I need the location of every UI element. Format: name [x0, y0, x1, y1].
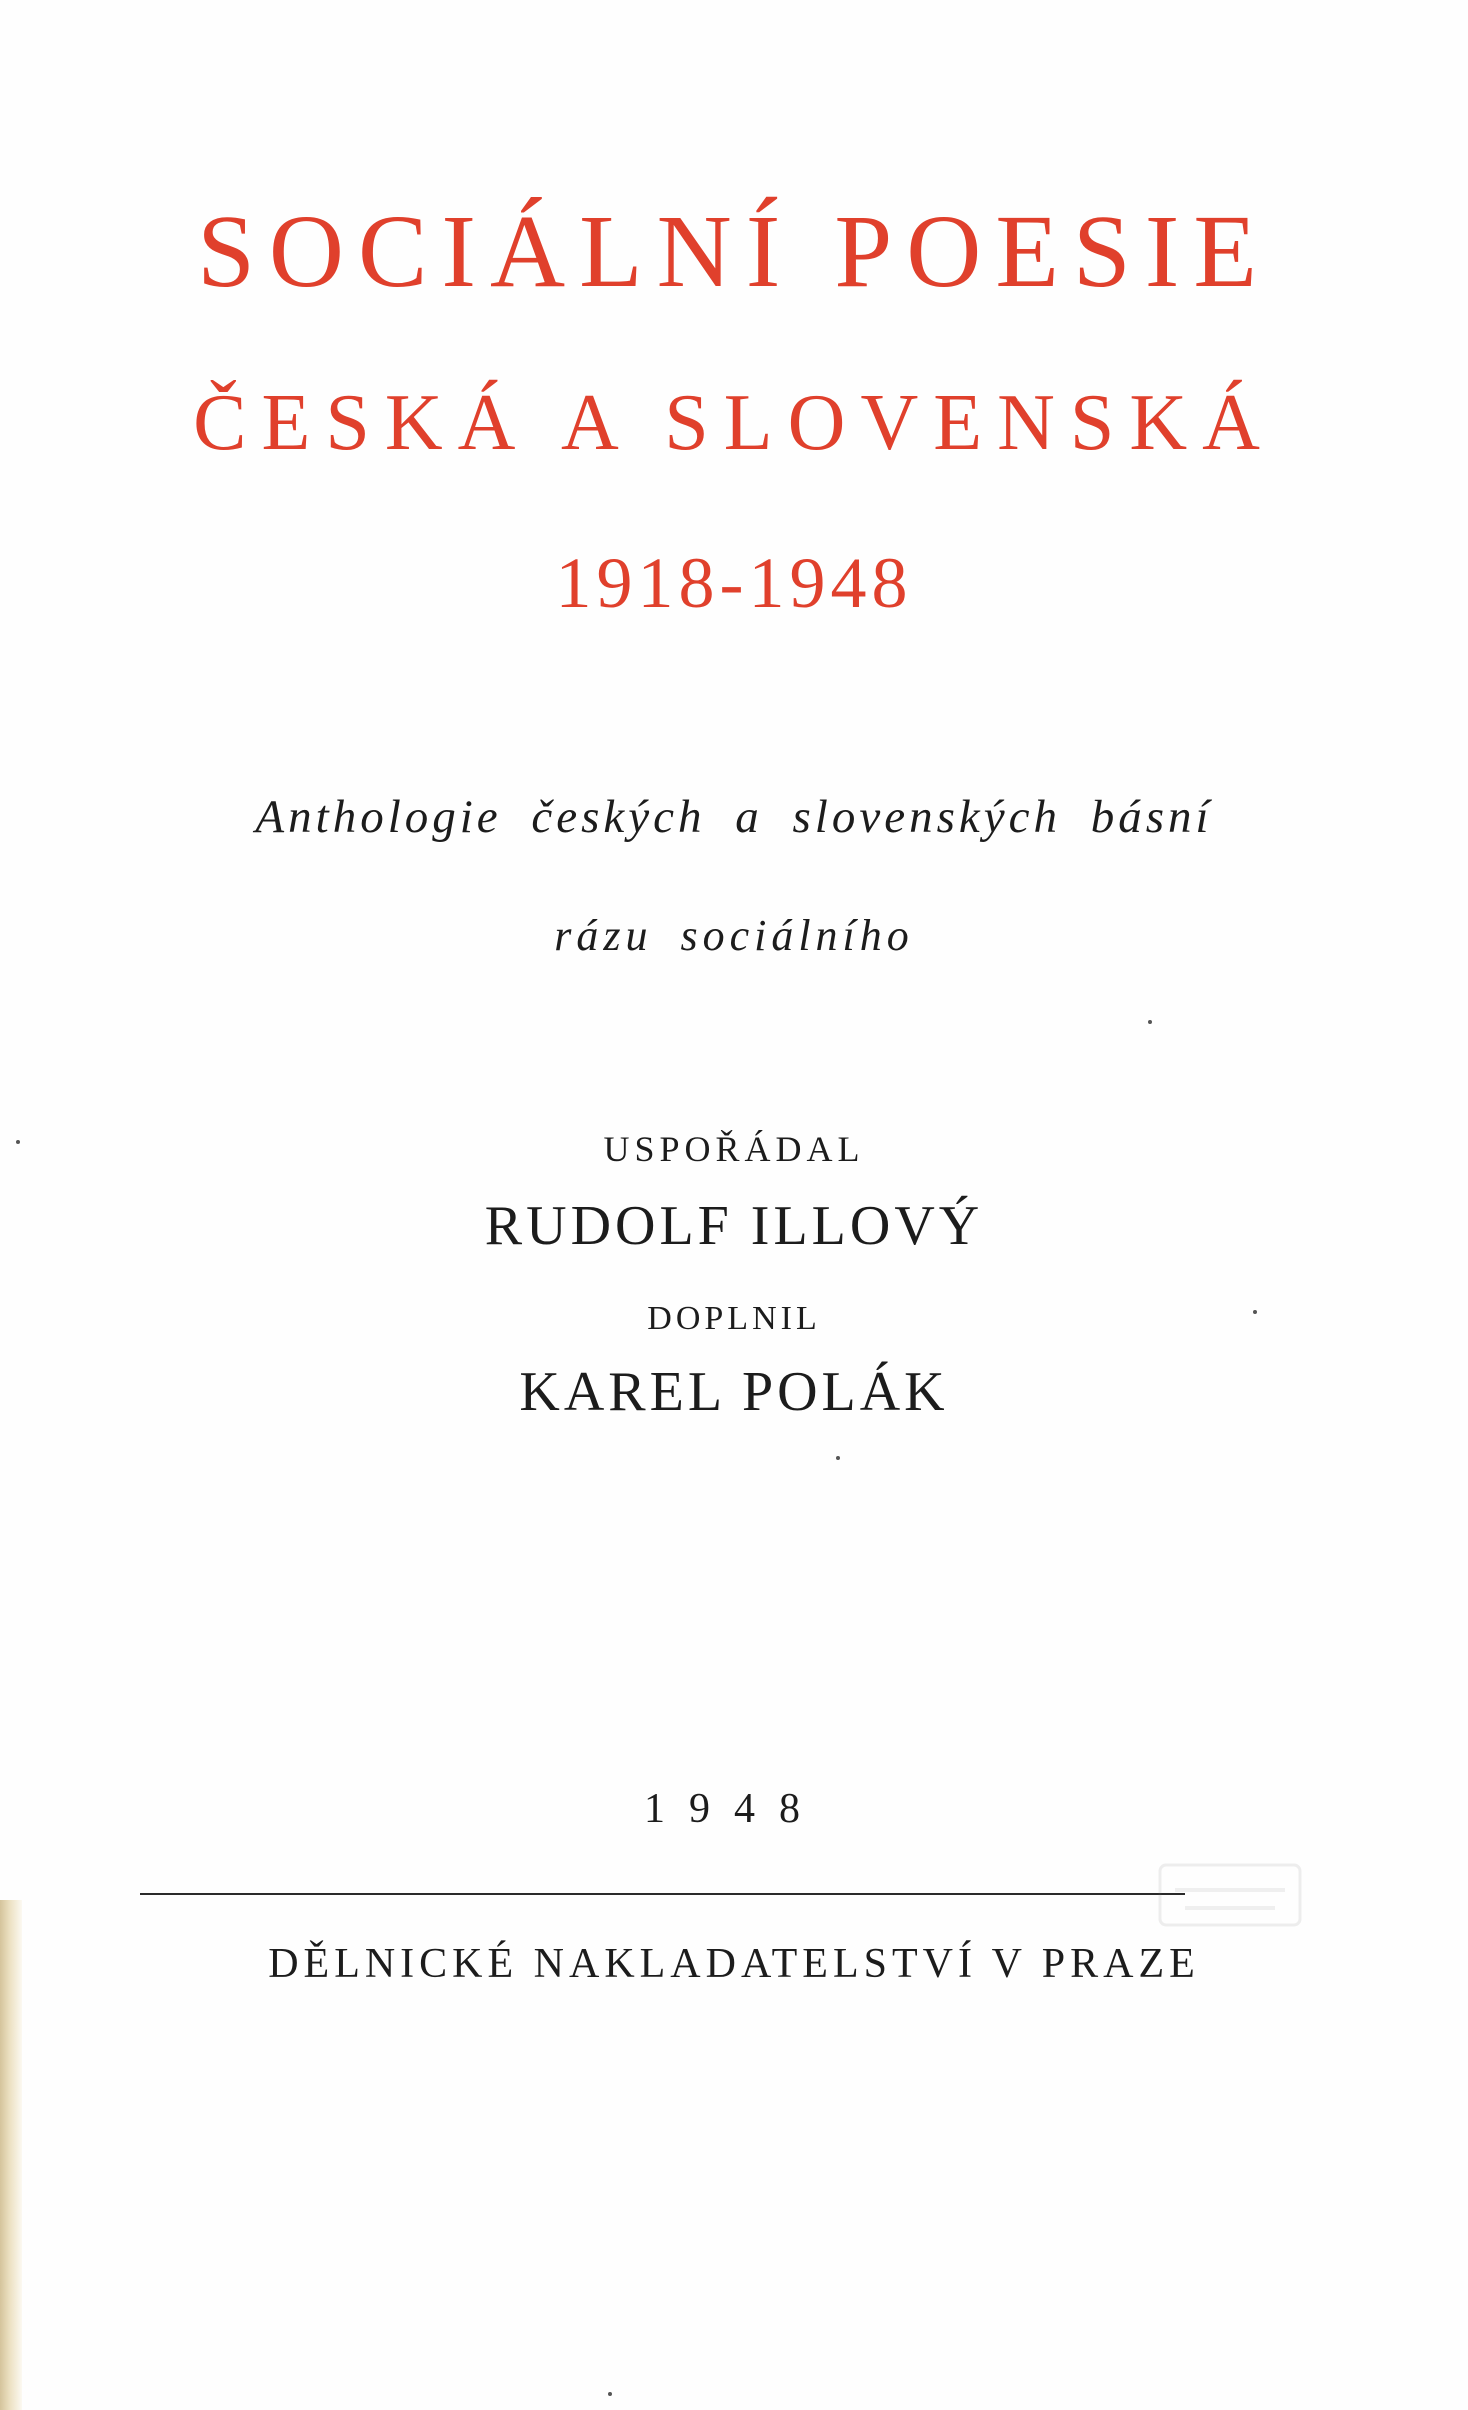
arranged-by-label: USPOŘÁDAL [603, 1129, 865, 1169]
publisher-name: DĚLNICKÉ NAKLADATELSTVÍ V PRAZE [268, 1941, 1200, 1987]
supplemented-by-label: DOPLNIL [647, 1300, 821, 1337]
subtitle-line-2: rázu sociálního [554, 911, 914, 960]
publication-year: 1948 [644, 1786, 824, 1832]
divider-rule [140, 1893, 1185, 1895]
speck-mark [1253, 1310, 1257, 1314]
subtitle-line-1: Anthologie českých a slovenských básní [255, 791, 1213, 843]
book-title-line-2: ČESKÁ A SLOVENSKÁ [193, 379, 1275, 467]
co-editor-name: KAREL POLÁK [519, 1361, 949, 1423]
book-years: 1918-1948 [555, 543, 913, 623]
speck-mark [608, 2392, 612, 2396]
speck-mark [836, 1456, 840, 1460]
faint-stamp-mark [1150, 1850, 1320, 1940]
speck-mark [16, 1140, 20, 1144]
editor-name: RUDOLF ILLOVÝ [484, 1195, 984, 1257]
speck-mark [1148, 1020, 1152, 1024]
book-title-line-1: SOCIÁLNÍ POESIE [197, 194, 1271, 309]
